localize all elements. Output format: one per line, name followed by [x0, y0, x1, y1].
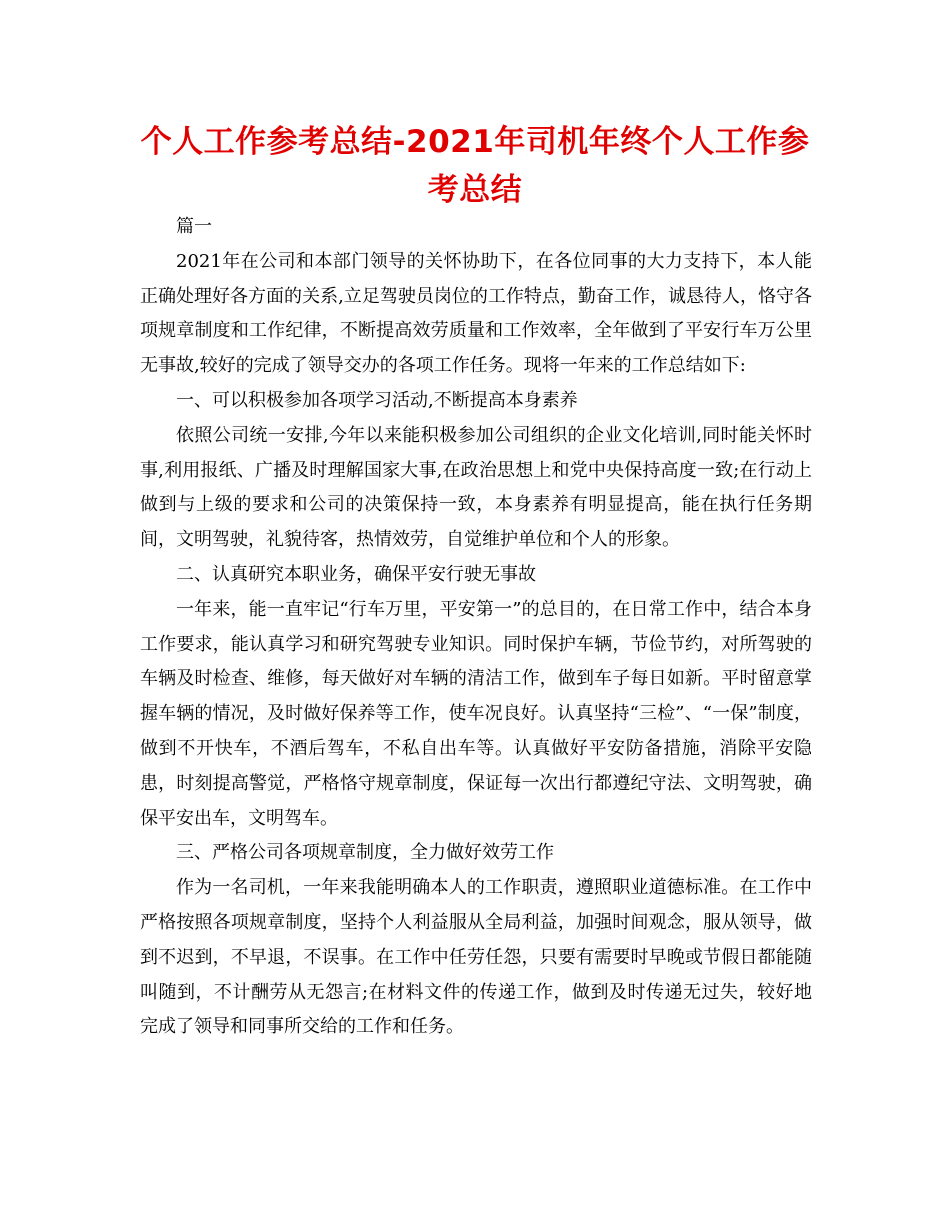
body-paragraph: 依照公司统一安排,今年以来能积极参加公司组织的企业文化培训,同时能关怀时事,利用报纸、广播及时理解国家大事,在政治思想上和党中央保持高度一致;在行动上做到与上级的要求和公司的决策保持一致，本身素养有明显提高，能在执行任务期间，文明驾驶，礼貌待客，热情效劳，自觉维护单位和个人的形象。 — [140, 424, 812, 551]
section-heading: 一、可以积极参加各项学习活动,不断提高本身素养 — [176, 389, 578, 411]
body-paragraph: 2021年在公司和本部门领导的关怀协助下，在各位同事的大力支持下，本人能正确处理好各方面的关系,立足驾驶员岗位的工作特点，勤奋工作，诚恳待人，恪守各项规章制度和工作纪律，不断提高效劳质量和工作效率，全年做到了平安行车万公里无事故,较好的完成了领导交办的各项工作任务。现将一年来的工作总结如下: — [140, 250, 812, 377]
section-heading: 二、认真研究本职业务，确保平安行驶无事故 — [176, 563, 536, 585]
body-paragraph: 一年来，能一直牢记“行车万里，平安第一”的总目的，在日常工作中，结合本身工作要求，能认真学习和研究驾驶专业知识。同时保护车辆，节俭节约，对所驾驶的车辆及时检查、维修，每天做好对车辆的清洁工作，做到车子每日如新。平时留意掌握车辆的情况，及时做好保养等工作，使车况良好。认真坚持“三检”、“一保”制度，做到不开快车，不酒后驾车，不私自出车等。认真做好平安防备措施，消除平安隐患，时刻提高警觉，严格恪守规章制度，保证每一次出行都遵纪守法、文明驾驶，确保平安出车，文明驾车。 — [140, 598, 812, 829]
body-paragraph: 作为一名司机，一年来我能明确本人的工作职责，遵照职业道德标准。在工作中严格按照各项规章制度，坚持个人利益服从全局利益，加强时间观念，服从领导，做到不迟到，不早退，不误事。在工作中任劳任怨，只要有需要时早晚或节假日都能随叫随到，不计酬劳从无怨言;在材料文件的传递工作，做到及时传递无过失，较好地完成了领导和同事所交给的工作和任务。 — [140, 877, 812, 1038]
document-title: 个人工作参考总结-2021年司机年终个人工作参考总结 — [140, 124, 810, 208]
section-heading: 三、严格公司各项规章制度，全力做好效劳工作 — [176, 842, 554, 864]
document-body — [140, 210, 812, 1045]
section-label: 篇一 — [176, 216, 212, 237]
